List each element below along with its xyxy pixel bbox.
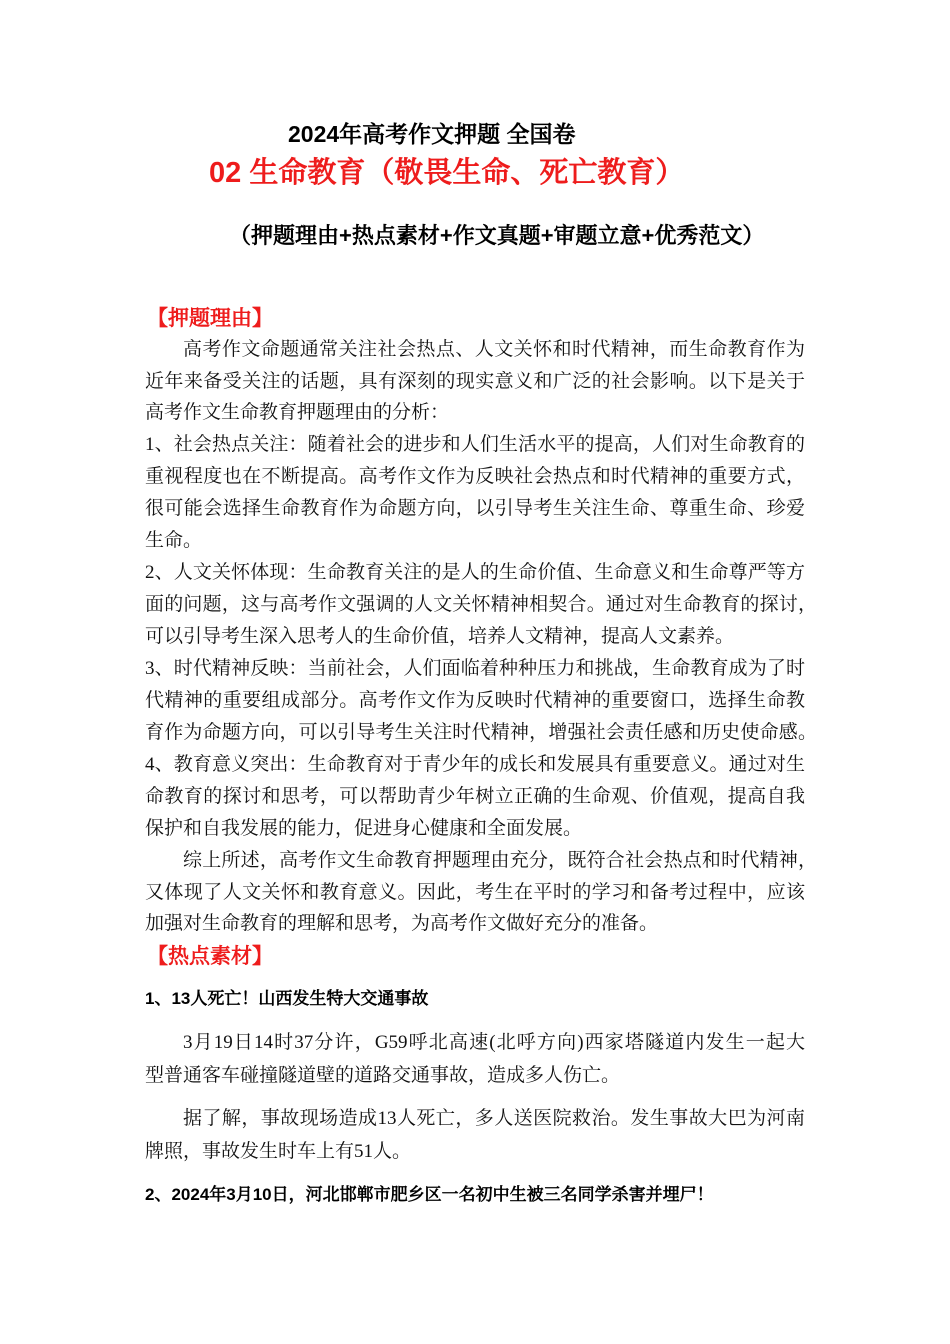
material-title-2: 2、2024年3月10日，河北邯郸市肥乡区一名初中生被三名同学杀害并埋尸！	[145, 1185, 714, 1204]
paragraph-line: 综上所述，高考作文生命教育押题理由充分，既符合社会热点和时代精神，	[183, 850, 817, 871]
paragraph-line: 重视程度也在不断提高。高考作文作为反映社会热点和时代精神的重要方式，	[145, 466, 805, 487]
paragraph-line: 牌照，事故发生时车上有51人。	[145, 1141, 412, 1162]
doc-contents-line: （押题理由+热点素材+作文真题+审题立意+优秀范文）	[229, 223, 765, 248]
paragraph-line: 近年来备受关注的话题，具有深刻的现实意义和广泛的社会影响。以下是关于	[145, 371, 805, 392]
paragraph-line: 1、社会热点关注：随着社会的进步和人们生活水平的提高，人们对生命教育的	[145, 434, 805, 455]
paragraph-line: 很可能会选择生命教育作为命题方向，以引导考生关注生命、尊重生命、珍爱	[145, 498, 805, 519]
paragraph-line: 4、教育意义突出：生命教育对于青少年的成长和发展具有重要意义。通过对生	[145, 754, 805, 775]
paragraph-line: 高考作文命题通常关注社会热点、人文关怀和时代精神，而生命教育作为	[183, 339, 805, 360]
paragraph-line: 育作为命题方向，可以引导考生关注时代精神，增强社会责任感和历史使命感。	[145, 722, 817, 743]
section-heading-reason: 【押题理由】	[147, 307, 273, 330]
paragraph-line: 3月19日14时37分许，G59呼北高速(北呼方向)西家塔隧道内发生一起大	[183, 1032, 805, 1053]
paragraph-line: 2、人文关怀体现：生命教育关注的是人的生命价值、生命意义和生命尊严等方	[145, 562, 805, 583]
paragraph-line: 3、时代精神反映：当前社会，人们面临着种种压力和挑战，生命教育成为了时	[145, 658, 805, 679]
paragraph-line: 型普通客车碰撞隧道壁的道路交通事故，造成多人伤亡。	[145, 1065, 621, 1086]
doc-title: 2024年高考作文押题 全国卷	[288, 121, 576, 147]
paragraph-line: 生命。	[145, 530, 203, 551]
paragraph-line: 可以引导考生深入思考人的生命价值，培养人文精神，提高人文素养。	[145, 626, 735, 647]
paragraph-line: 高考作文生命教育押题理由的分析：	[145, 402, 450, 423]
material-title-1: 1、13人死亡！山西发生特大交通事故	[145, 989, 429, 1008]
paragraph-line: 命教育的探讨和思考，可以帮助青少年树立正确的生命观、价值观，提高自我	[145, 786, 805, 807]
paragraph-line: 据了解，事故现场造成13人死亡，多人送医院救治。发生事故大巴为河南	[183, 1108, 805, 1129]
section-heading-materials: 【热点素材】	[147, 945, 273, 968]
paragraph-line: 又体现了人文关怀和教育意义。因此，考生在平时的学习和备考过程中，应该	[145, 882, 805, 903]
paragraph-line: 加强对生命教育的理解和思考，为高考作文做好充分的准备。	[145, 913, 659, 934]
doc-subtitle: 02 生命教育（敬畏生命、死亡教育）	[209, 157, 685, 189]
paragraph-line: 面的问题，这与高考作文强调的人文关怀精神相契合。通过对生命教育的探讨，	[145, 594, 817, 615]
paragraph-line: 保护和自我发展的能力，促进身心健康和全面发展。	[145, 818, 583, 839]
paragraph-line: 代精神的重要组成部分。高考作文作为反映时代精神的重要窗口，选择生命教	[145, 690, 805, 711]
